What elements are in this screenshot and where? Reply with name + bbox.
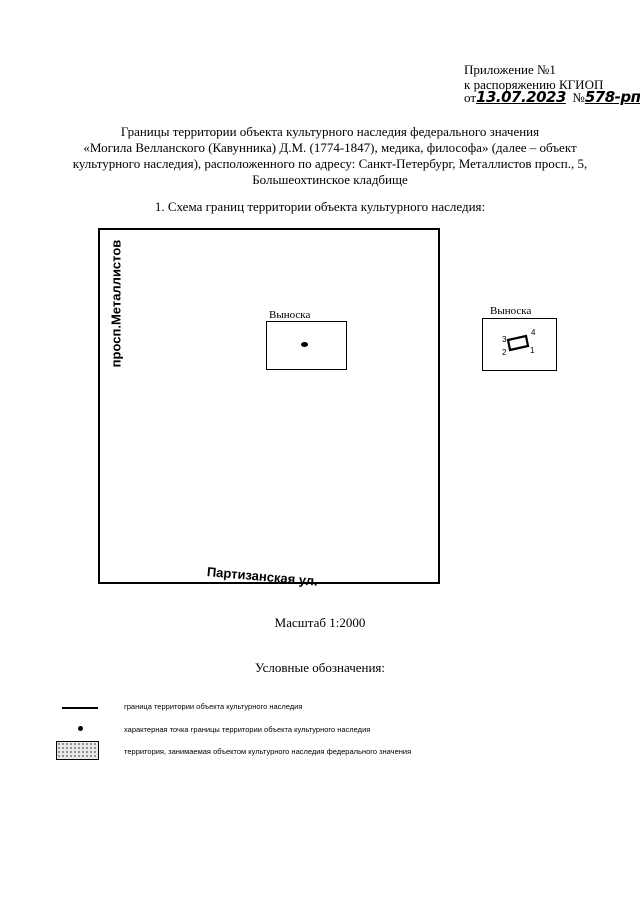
callout-label-outside: Выноска xyxy=(490,305,532,317)
callout-label-inside: Выноска xyxy=(269,309,311,321)
legend-point-text: характерная точка границы территории объекта культурного наследия xyxy=(124,725,371,734)
boundary-scheme-map xyxy=(98,228,440,584)
boundary-point-2: 2 xyxy=(502,348,507,357)
boundary-point-1: 1 xyxy=(530,346,535,355)
title-line: «Могила Велланского (Кавунника) Д.М. (1774-1847), медика, философа» (далее – объект xyxy=(83,140,577,155)
title-line: Границы территории объекта культурного наследия федерального значения xyxy=(120,124,540,139)
street-label-partizanskaya: Партизанская ул. xyxy=(206,564,319,589)
handwritten-date: 13.07.2023 xyxy=(476,88,566,106)
number-prefix: № xyxy=(572,90,585,105)
map-scale: Масштаб 1:2000 xyxy=(274,615,366,630)
legend-boundary-line-icon xyxy=(62,707,98,709)
legend-territory-text: территория, занимаемая объектом культурного наследия федерального значения xyxy=(124,747,412,756)
boundary-polygon xyxy=(508,336,528,350)
appendix-label: Приложение №1 xyxy=(464,62,556,77)
title-line: Большеохтинское кладбище xyxy=(252,172,408,187)
object-location-dot xyxy=(301,342,308,347)
section-heading: 1. Схема границ территории объекта культурного наследия: xyxy=(154,199,486,214)
legend-territory-fill-icon xyxy=(56,741,99,760)
legend-title: Условные обозначения: xyxy=(254,660,386,675)
handwritten-number: 578-рп xyxy=(584,88,640,106)
boundary-point-4: 4 xyxy=(531,328,536,337)
order-line: к распоряжению КГИОП xyxy=(464,77,604,92)
legend-point-dot-icon xyxy=(78,726,83,731)
date-number-line xyxy=(464,90,640,105)
date-prefix: от xyxy=(464,90,477,105)
title-line: культурного наследия), расположенного по адресу: Санкт-Петербург, Металлистов просп., 5, xyxy=(72,156,588,171)
legend-boundary-text: граница территории объекта культурного наследия xyxy=(124,702,303,711)
street-label-metallistov: просп.Металлистов xyxy=(108,239,124,368)
boundary-point-3: 3 xyxy=(502,335,507,344)
document-title xyxy=(40,124,620,188)
